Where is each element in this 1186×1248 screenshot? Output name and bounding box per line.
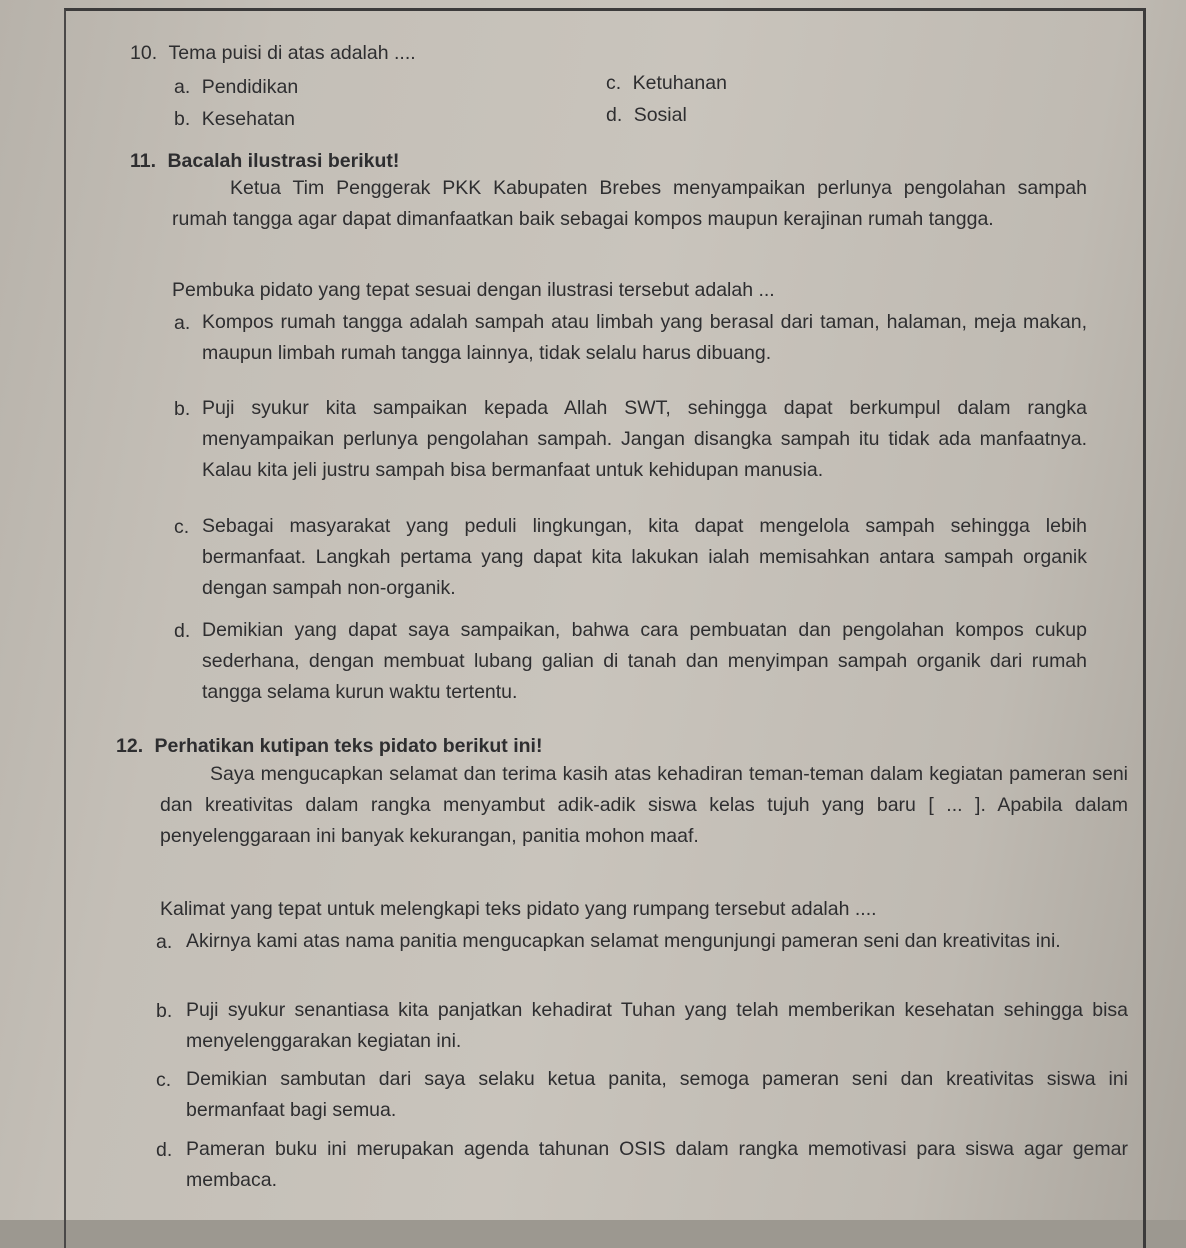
speech-excerpt: Saya mengucapkan selamat dan terima kasih atas kehadiran teman-teman dalam kegiatan pameran seni dan kreativitas dalam rangka menyambut adik-adik siswa kelas tujuh yang baru [ ... ]. Apabila dalam penyelenggaraan ini banyak kekurangan, panitia mohon maaf. [160, 763, 1128, 847]
question-number: 11. [130, 150, 157, 172]
option-b-label: b. [174, 398, 191, 420]
option-d[interactable]: d. Sosial [606, 104, 687, 126]
option-d-label: d. [156, 1139, 173, 1161]
illustration-text: Ketua Tim Penggerak PKK Kabupaten Brebes menyampaikan perlunya pengolahan sampah rumah tangga agar dapat dimanfaatkan baik sebagai kompos maupun kerajinan rumah tangga. [172, 177, 1087, 230]
option-text: Sosial [633, 104, 687, 126]
option-b-label: b. [156, 1000, 173, 1022]
option-d[interactable]: Demikian yang dapat saya sampaikan, bahwa cara pembuatan dan pengolahan kompos cukup sederhana, dengan membuat lubang galian di tanah dan menyimpan sampah organik dari rumah tangga selama kurun waktu tertentu. [202, 619, 1087, 703]
option-a[interactable]: Kompos rumah tangga adalah sampah atau limbah yang berasal dari taman, halaman, meja makan, maupun limbah rumah tangga lainnya, tidak selalu harus dibuang. [202, 311, 1087, 364]
question-text: Kalimat yang tepat untuk melengkapi teks pidato yang rumpang tersebut adalah .... [160, 898, 877, 920]
option-text: Ketuhanan [632, 72, 727, 94]
option-text: Kesehatan [201, 108, 295, 130]
option-text: Pendidikan [201, 76, 299, 98]
option-b[interactable]: Puji syukur kita sampaikan kepada Allah SWT, sehingga dapat berkumpul dalam rangka menyampaikan perlunya pengolahan sampah. Jangan disangka sampah itu tidak ada manfaatnya. Kalau kita jeli justru sampah bisa bermanfaat untuk kehidupan manusia. [202, 397, 1087, 481]
question-12-heading [116, 731, 542, 763]
question-heading: Perhatikan kutipan teks pidato berikut ini! [154, 735, 543, 757]
option-c-label: c. [156, 1069, 172, 1091]
option-c-label: c. [174, 516, 190, 538]
option-b[interactable]: Puji syukur senantiasa kita panjatkan kehadirat Tuhan yang telah memberikan kesehatan sehingga bisa menyelenggarakan kegiatan ini. [186, 999, 1128, 1052]
option-d[interactable]: Pameran buku ini merupakan agenda tahunan OSIS dalam rangka memotivasi para siswa agar gemar membaca. [186, 1138, 1128, 1191]
option-c[interactable]: Demikian sambutan dari saya selaku ketua panita, semoga pameran seni dan kreativitas siswa ini bermanfaat bagi semua. [186, 1068, 1128, 1121]
question-number: 10. [130, 42, 158, 64]
option-a[interactable]: Akirnya kami atas nama panitia mengucapkan selamat mengunjungi pameran seni dan kreativitas ini. [186, 930, 1061, 952]
option-a[interactable]: a. Pendidikan [174, 76, 299, 98]
option-c[interactable]: c. Ketuhanan [606, 72, 727, 94]
question-number: 12. [116, 735, 144, 757]
question-heading: Bacalah ilustrasi berikut! [167, 150, 400, 172]
option-a-label: a. [156, 931, 173, 953]
option-c[interactable]: Sebagai masyarakat yang peduli lingkungan, kita dapat mengelola sampah sehingga lebih bermanfaat. Langkah pertama yang dapat kita lakukan ialah memisahkan antara sampah organik dengan sampah non-organik. [202, 515, 1087, 599]
option-b[interactable]: b. Kesehatan [174, 108, 295, 130]
question-10 [130, 38, 416, 70]
question-text: Pembuka pidato yang tepat sesuai dengan ilustrasi tersebut adalah ... [172, 279, 775, 301]
option-a-label: a. [174, 312, 191, 334]
question-text: Tema puisi di atas adalah .... [168, 42, 416, 64]
option-d-label: d. [174, 620, 191, 642]
